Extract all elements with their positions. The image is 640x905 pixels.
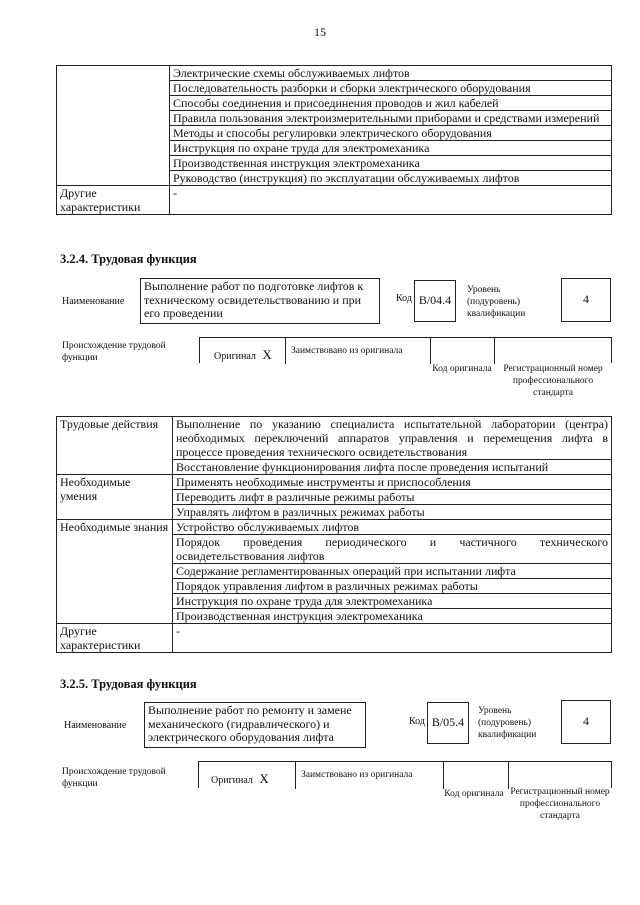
level-label: Уровень (подуровень) квалификации bbox=[467, 285, 526, 319]
origin-label: Происхождение трудовой функции bbox=[62, 767, 166, 789]
origin-label: Происхождение трудовой функции bbox=[62, 341, 166, 363]
section-title: 3.2.4. Трудовая функция bbox=[60, 252, 197, 266]
function-table-324 bbox=[56, 416, 612, 653]
name-label: Наименование bbox=[62, 296, 125, 307]
knowledge-item: Производственная инструкция электромеханика bbox=[173, 609, 612, 624]
other-value: - bbox=[170, 186, 612, 215]
level-value: 4 bbox=[561, 700, 611, 744]
original-label: Оригинал bbox=[214, 351, 256, 362]
name-value: Выполнение работ по ремонту и замене механического (гидравлического) и электрического оборудования лифта bbox=[144, 702, 366, 748]
actions-label: Трудовые действия bbox=[57, 417, 173, 475]
original-label: Оригинал bbox=[211, 775, 253, 786]
reg-number-label: Регистрационный номер профессионального стандарта bbox=[510, 787, 610, 821]
name-label: Наименование bbox=[64, 720, 127, 731]
empty-cell bbox=[57, 66, 170, 186]
code-value: В/05.4 bbox=[427, 702, 469, 744]
skills-label: Необходимые умения bbox=[57, 475, 173, 520]
action-item: Выполнение по указанию специалиста испытательной лаборатории (центра) необходимых переключений аппаратов управления и перемещения лифта в процессе проведения технического освидетельствования bbox=[173, 417, 612, 460]
knowledge-item: Порядок управления лифтом в различных режимах работы bbox=[173, 579, 612, 594]
reg-number-label: Регистрационный номер профессионального стандарта bbox=[503, 364, 603, 398]
knowledge-item: Инструкция по охране труда для электромеханика bbox=[173, 594, 612, 609]
knowledge-item: Правила пользования электроизмерительными приборами и средствами измерений bbox=[170, 111, 612, 126]
section-title: 3.2.5. Трудовая функция bbox=[60, 677, 197, 691]
skill-item: Переводить лифт в различные режимы работы bbox=[173, 490, 612, 505]
code-label: Код bbox=[396, 293, 412, 304]
borrowed-label: Заимствовано из оригинала bbox=[291, 346, 403, 356]
other-value: - bbox=[173, 624, 612, 653]
code-label: Код bbox=[409, 716, 425, 727]
top-table bbox=[56, 65, 612, 215]
action-item: Восстановление функционирования лифта после проведения испытаний bbox=[173, 460, 612, 475]
level-value: 4 bbox=[561, 278, 611, 322]
skill-item: Управлять лифтом в различных режимах работы bbox=[173, 505, 612, 520]
origin-row bbox=[198, 761, 612, 788]
knowledge-item: Руководство (инструкция) по эксплуатации обслуживаемых лифтов bbox=[170, 171, 612, 186]
knowledge-item: Порядок проведения периодического и частичного технического освидетельствования лифтов bbox=[173, 535, 612, 564]
code-original-label: Код оригинала bbox=[432, 364, 492, 374]
other-label: Другие характеристики bbox=[57, 624, 173, 653]
page-number: 15 bbox=[314, 25, 326, 39]
knowledge-item: Устройство обслуживаемых лифтов bbox=[173, 520, 612, 535]
knowledge-item: Содержание регламентированных операций при испытании лифта bbox=[173, 564, 612, 579]
origin-row bbox=[199, 337, 612, 363]
original-mark: Х bbox=[259, 771, 269, 786]
knowledge-item: Методы и способы регулировки электрического оборудования bbox=[170, 126, 612, 141]
knowledge-item: Способы соединения и присоединения проводов и жил кабелей bbox=[170, 96, 612, 111]
knowledge-label: Необходимые знания bbox=[57, 520, 173, 624]
knowledge-item: Электрические схемы обслуживаемых лифтов bbox=[170, 66, 612, 81]
level-label: Уровень (подуровень) квалификации bbox=[478, 706, 537, 740]
knowledge-item: Инструкция по охране труда для электромеханика bbox=[170, 141, 612, 156]
code-original-label: Код оригинала bbox=[444, 789, 504, 799]
skill-item: Применять необходимые инструменты и приспособления bbox=[173, 475, 612, 490]
code-value: В/04.4 bbox=[414, 280, 456, 322]
knowledge-item: Последовательность разборки и сборки электрического оборудования bbox=[170, 81, 612, 96]
other-label: Другие характеристики bbox=[57, 186, 170, 215]
name-value: Выполнение работ по подготовке лифтов к техническому освидетельствованию и при его проведении bbox=[140, 278, 380, 324]
borrowed-label: Заимствовано из оригинала bbox=[301, 770, 413, 780]
knowledge-item: Производственная инструкция электромеханика bbox=[170, 156, 612, 171]
original-mark: Х bbox=[262, 347, 272, 362]
